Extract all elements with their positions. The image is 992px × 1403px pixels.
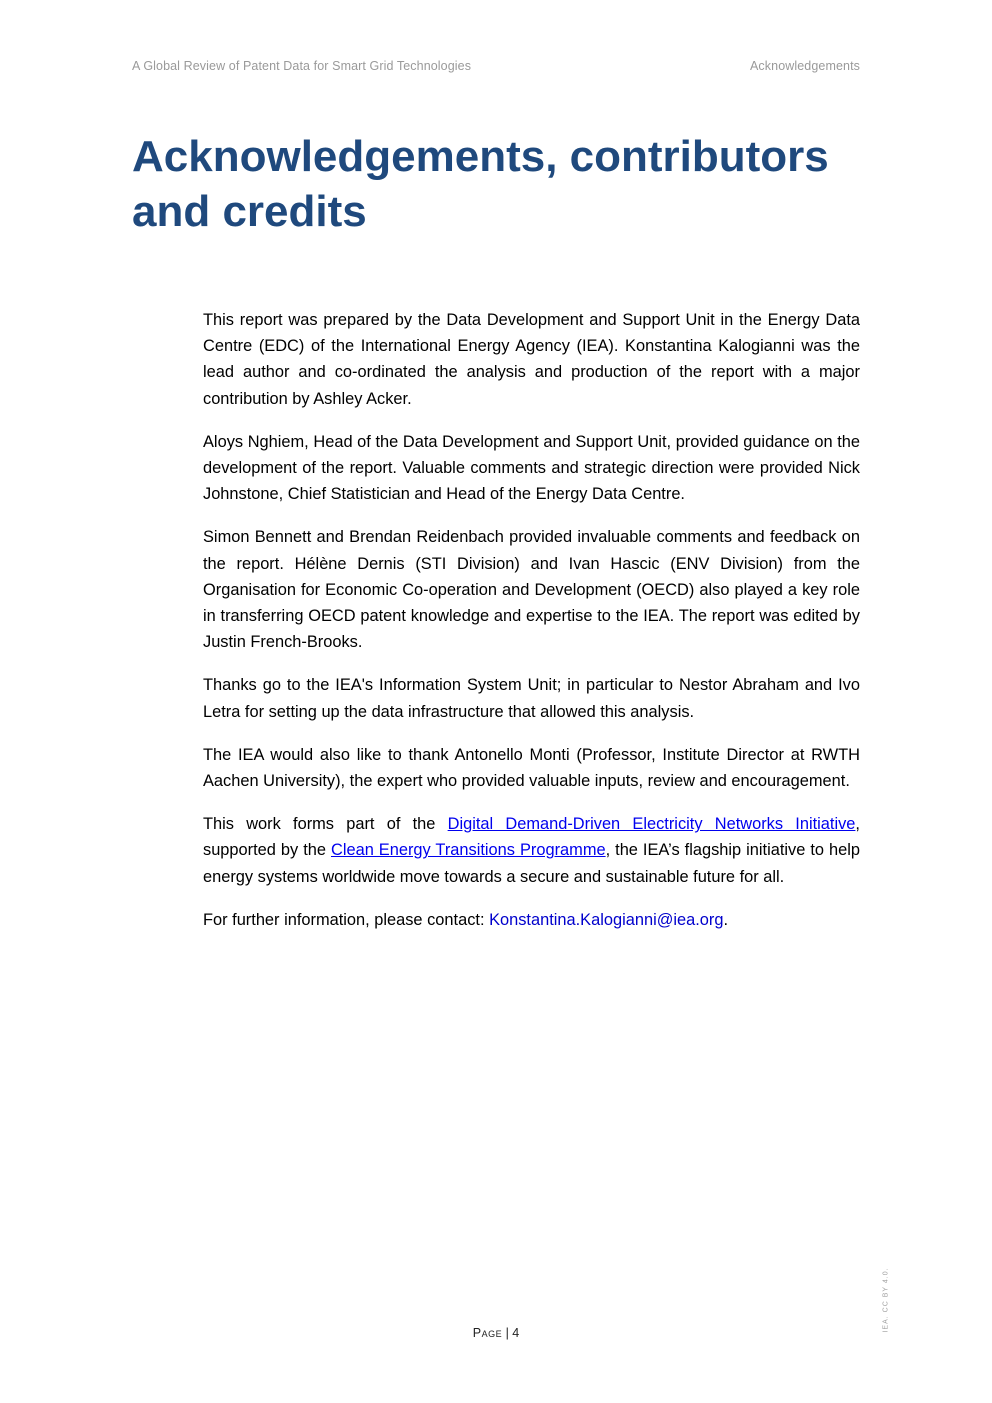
license-notice: IEA. CC BY 4.0.	[882, 1267, 890, 1333]
paragraph-expert-thanks: The IEA would also like to thank Antonello Monti (Professor, Institute Director at RWTH Aachen University), the expert who provided valuable inputs, review and encouragement.	[203, 745, 860, 791]
page-title	[132, 129, 872, 239]
body-text	[203, 307, 860, 950]
initiative-text-middle: , supported by the	[203, 815, 860, 860]
page-label: Page	[472, 1326, 503, 1340]
page-footer	[0, 1326, 992, 1340]
header-report-title: A Global Review of Patent Data for Smart Grid Technologies	[132, 59, 472, 73]
paragraph-initiative	[203, 811, 860, 890]
running-header	[132, 59, 860, 73]
page-number: 4	[512, 1326, 520, 1340]
initiative-text-before: This work forms part of the	[203, 815, 448, 834]
page-title-line-1: Acknowledgements, contributors	[132, 132, 829, 181]
paragraph-comments-feedback: Simon Bennett and Brendan Reidenbach provided invaluable comments and feedback on the report. Hélène Dernis (STI Division) and Ivan Hascic (ENV Division) from the Organisation for Economic Co-operation and Development (OECD) also played a key role in transferring OECD patent knowledge and expertise to the IEA. The report was edited by Justin French-Brooks.	[203, 528, 860, 652]
page-title-line-2: and credits	[132, 187, 367, 236]
paragraph-guidance: Aloys Nghiem, Head of the Data Development and Support Unit, provided guidance on the development of the report. Valuable comments and strategic direction were provided Nick Johnstone, Chief Statistician and Head of the Energy Data Centre.	[203, 432, 860, 504]
contact-text-after: .	[723, 910, 729, 929]
paragraph-report-preparation: This report was prepared by the Data Development and Support Unit in the Energy Data Centre (EDC) of the International Energy Agency (IEA). Konstantina Kalogianni was the lead author and co-ordinated the analysis and production of the report with a major contribution by Ashley Acker.	[203, 311, 860, 408]
initiative-text-after: , the IEA’s flagship initiative to help energy systems worldwide move towards a secure and sustainable future for all.	[203, 841, 860, 886]
paragraph-information-system-thanks: Thanks go to the IEA's Information System Unit; in particular to Nestor Abraham and Ivo Letra for setting up the data infrastructure that allowed this analysis.	[203, 676, 860, 721]
paragraph-contact	[203, 907, 860, 933]
page-separator: |	[502, 1326, 513, 1340]
contact-email-link[interactable]: Konstantina.Kalogianni@iea.org	[489, 910, 724, 929]
digital-networks-initiative-link[interactable]: Digital Demand-Driven Electricity Networks Initiative	[447, 815, 856, 834]
clean-energy-transitions-link[interactable]: Clean Energy Transitions Programme	[330, 841, 606, 860]
contact-text-before: For further information, please contact:	[203, 910, 490, 929]
header-section-name: Acknowledgements	[750, 59, 860, 73]
